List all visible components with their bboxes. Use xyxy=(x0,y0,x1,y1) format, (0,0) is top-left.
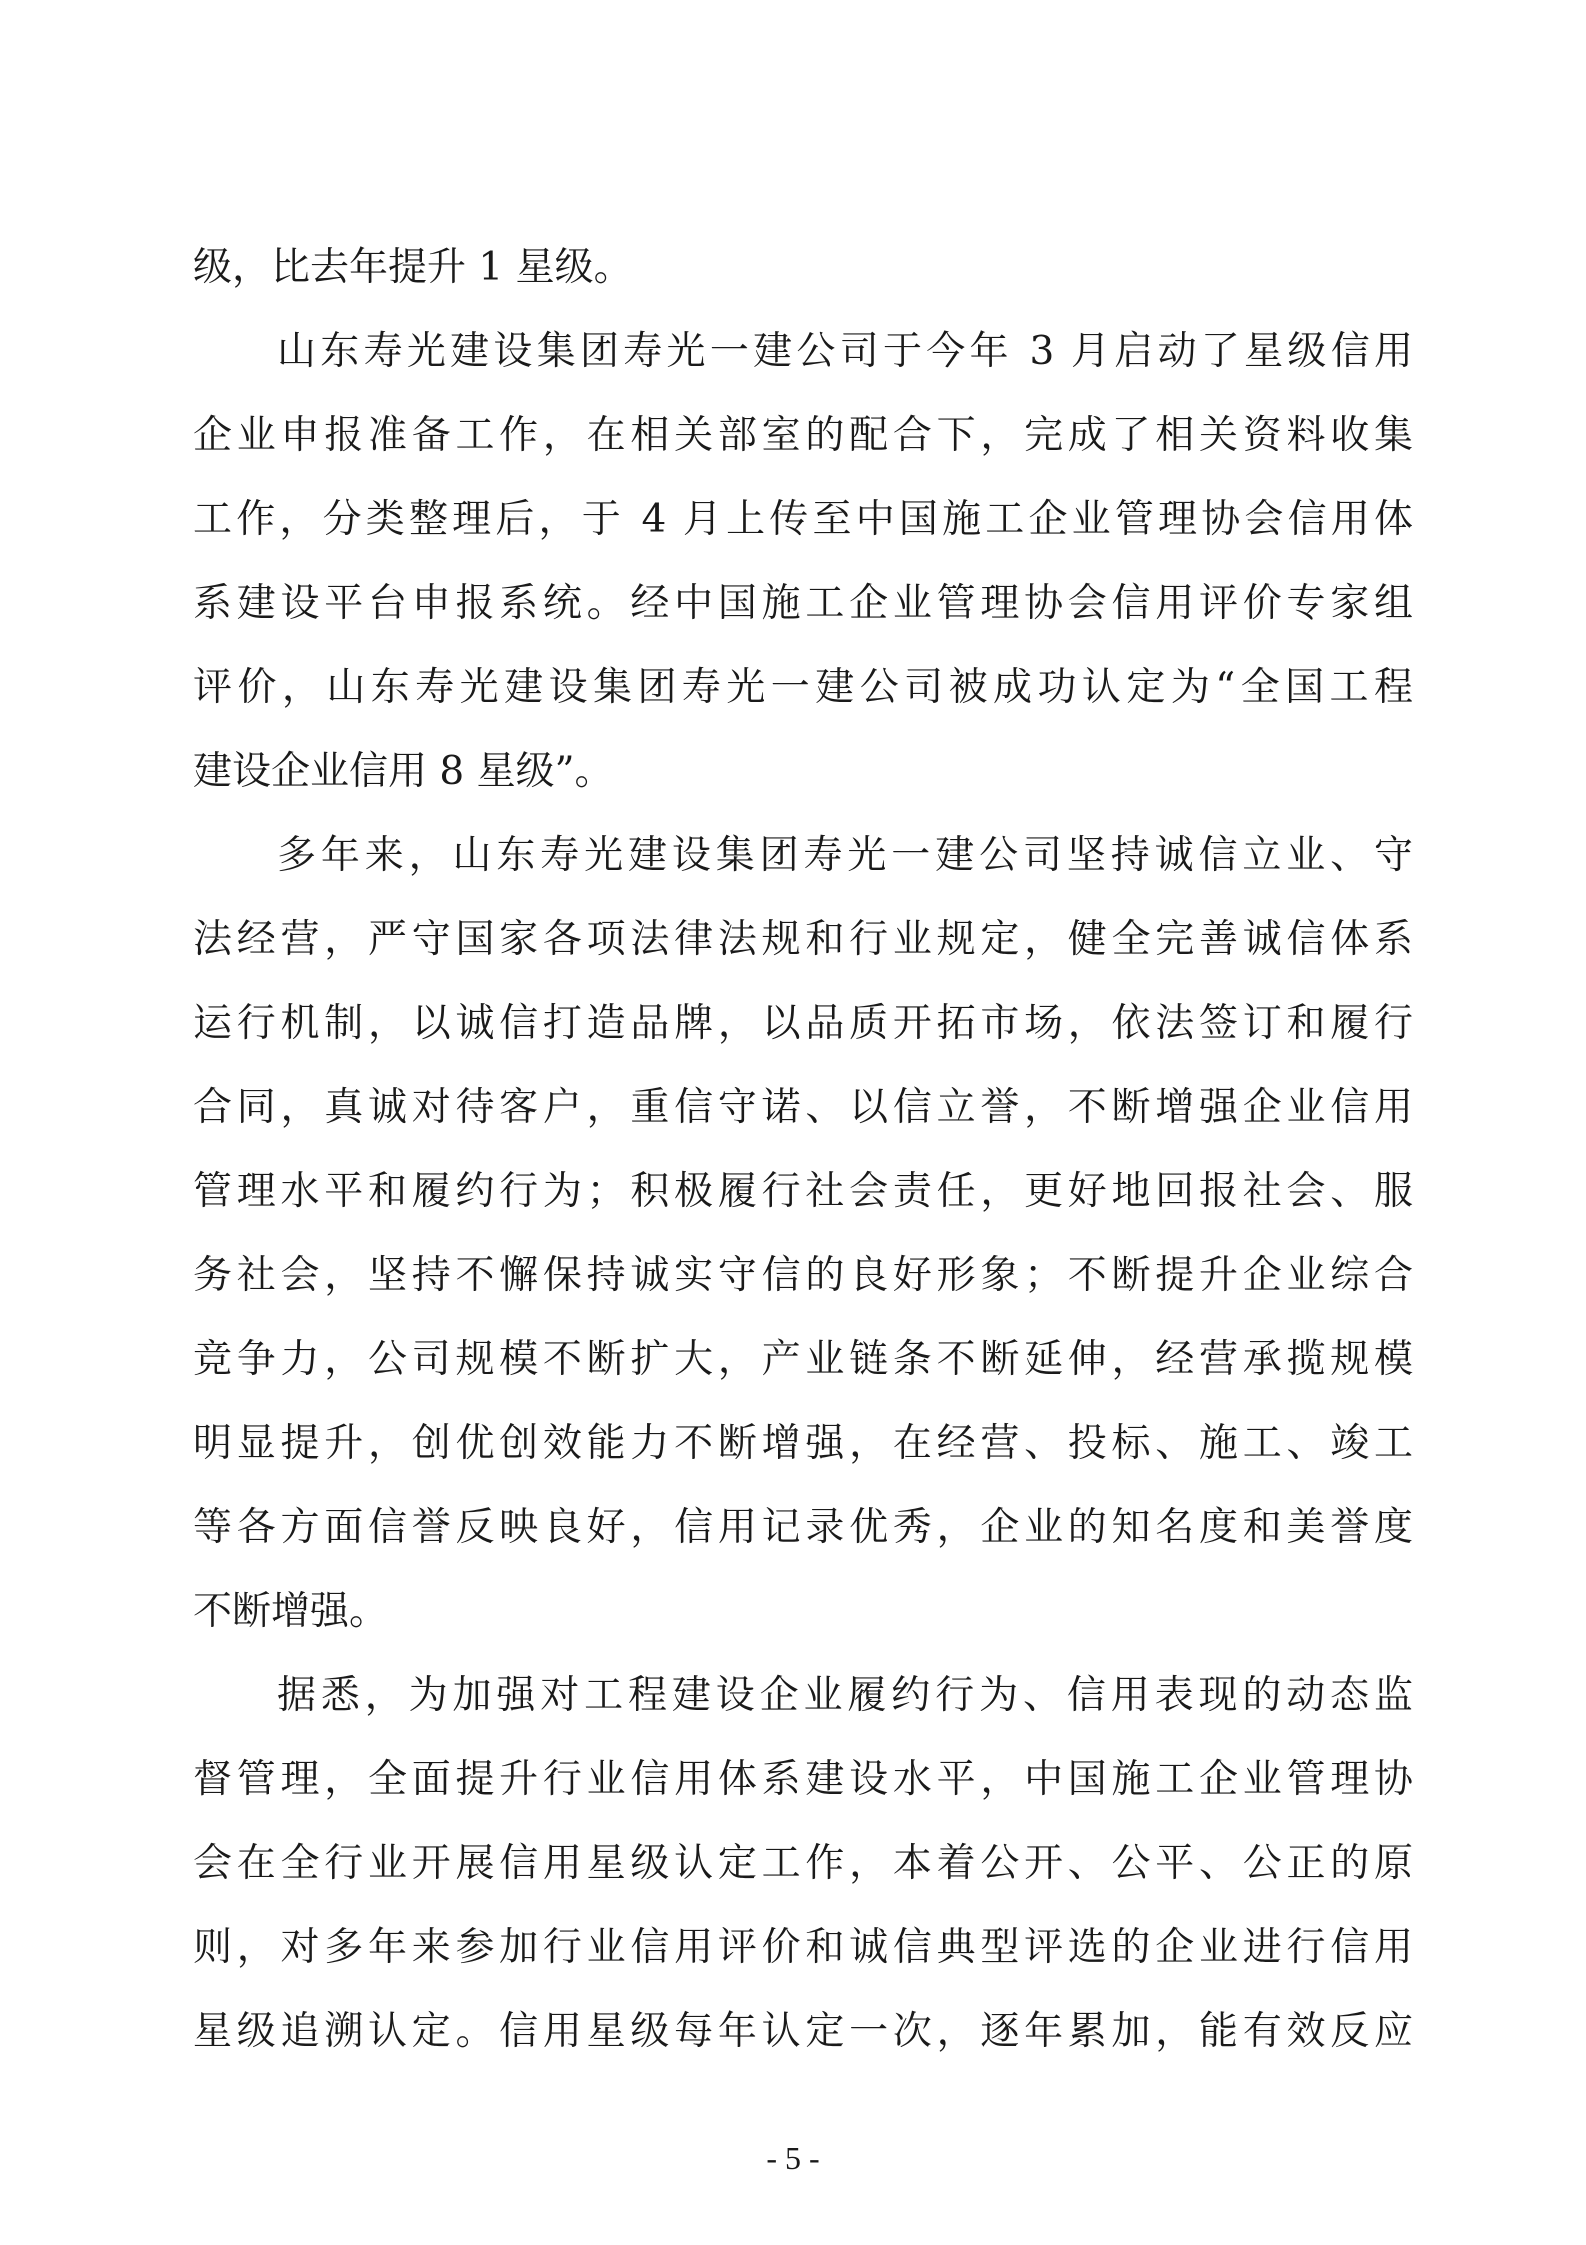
text-line: 等各方面信誉反映良好，信用记录优秀，企业的知名度和美誉度 xyxy=(193,1505,1413,1550)
text-line: 星级追溯认定。信用星级每年认定一次，逐年累加，能有效反应 xyxy=(193,2009,1413,2054)
text-line: 竞争力，公司规模不断扩大，产业链条不断延伸，经营承揽规模 xyxy=(193,1337,1413,1382)
text-line: 法经营，严守国家各项法律法规和行业规定，健全完善诚信体系 xyxy=(193,917,1413,962)
document-body xyxy=(193,226,1413,2074)
text-line: 评价，山东寿光建设集团寿光一建公司被成功认定为“全国工程 xyxy=(193,665,1413,710)
text-line: 建设企业信用 8 星级”。 xyxy=(193,749,614,794)
page-number: - 5 - xyxy=(766,2140,820,2176)
text-line: 企业申报准备工作，在相关部室的配合下，完成了相关资料收集 xyxy=(193,413,1413,458)
text-line: 明显提升，创优创效能力不断增强，在经营、投标、施工、竣工 xyxy=(193,1421,1413,1466)
text-line: 管理水平和履约行为；积极履行社会责任，更好地回报社会、服 xyxy=(193,1169,1413,1214)
text-line: 不断增强。 xyxy=(193,1589,389,1634)
text-line: 会在全行业开展信用星级认定工作，本着公开、公平、公正的原 xyxy=(193,1841,1413,1886)
text-line: 级，比去年提升 1 星级。 xyxy=(193,245,633,290)
text-line: 工作，分类整理后，于 4 月上传至中国施工企业管理协会信用体 xyxy=(193,497,1413,542)
text-line: 则，对多年来参加行业信用评价和诚信典型评选的企业进行信用 xyxy=(193,1925,1413,1970)
text-line: 督管理，全面提升行业信用体系建设水平，中国施工企业管理协 xyxy=(193,1757,1413,1802)
text-line: 系建设平台申报系统。经中国施工企业管理协会信用评价专家组 xyxy=(193,581,1413,626)
text-line: 运行机制，以诚信打造品牌，以品质开拓市场，依法签订和履行 xyxy=(193,1001,1413,1046)
text-line: 务社会，坚持不懈保持诚实守信的良好形象；不断提升企业综合 xyxy=(193,1253,1413,1298)
text-line: 山东寿光建设集团寿光一建公司于今年 3 月启动了星级信用 xyxy=(277,329,1413,374)
text-line: 合同，真诚对待客户，重信守诺、以信立誉，不断增强企业信用 xyxy=(193,1085,1413,1130)
text-line: 多年来，山东寿光建设集团寿光一建公司坚持诚信立业、守 xyxy=(277,833,1413,878)
text-line: 据悉，为加强对工程建设企业履约行为、信用表现的动态监 xyxy=(277,1673,1413,1718)
